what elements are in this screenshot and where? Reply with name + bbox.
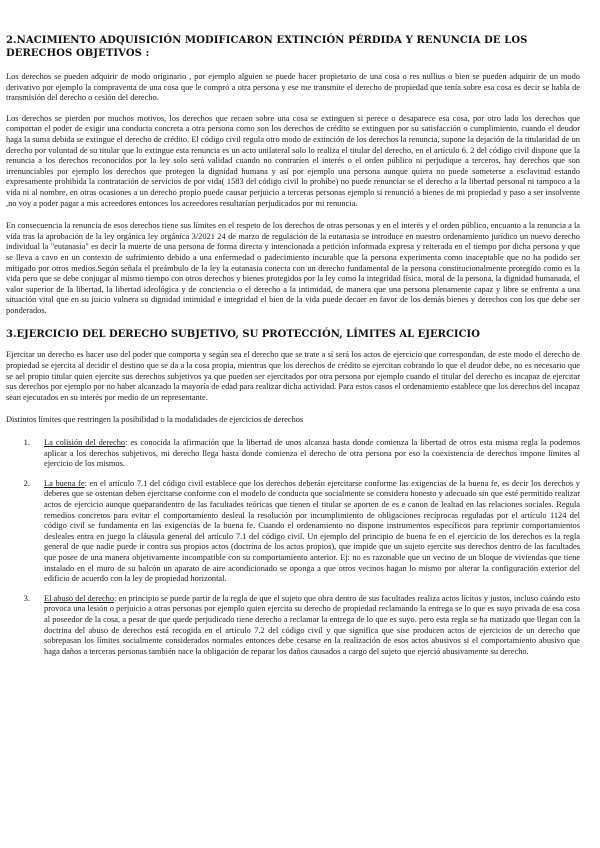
list-item-lead: La colisión del derecho (44, 438, 126, 448)
list-item (32, 438, 580, 470)
paragraph-ejercicio: Ejercitar un derecho es hacer uso del poder que comporta y según sea el derecho que se trate a sí será los actos de ejercicio que correspondan, de este modo el derecho de propiedad se ejercita al decidir el destino que se da a la cosa propia, mientras que los derechos de crédito se ejercitan cobrando lo que el deudor debe, no es necesario que se ael propio titular quien ejercite sus derechos subjetivos ya que pueden ser ejercitados por otra persona por ejemplo cuando el titular del derecho es incapaz de ejercitar sus derechos por ejemplo por no haber alcanzado la mayoría de edad para realizar dicha actividad. Para estos casos el ordenamiento establece que los derechos del incapaz sean ejecutados en su interés por medio de un representante. (6, 350, 580, 402)
paragraph-limites-intro: Distintos límites que restringen la posibilidad o la modalidades de ejercicios de derechos (6, 415, 304, 425)
list-item (32, 594, 580, 658)
list-item-text: : en el artículo 7.1 del código civil establece que los derechos deberán ejercitarse conforme las exigencias de la buena fe, es decir los derechos y deberes que se ostentan deben ejercitarse conforme con el modelo de conducta que socialmente se considera honesto y adecuado sin que esté permitido realizar actos de ejercicio aunque queparandentro de las facultades teóricas que tienen el titular se aporten de es e canon de lealtad en las relaciones sociales. Regula remedios concretos para evitar el comportamiento desleal la resolución por incumplimiento de obligaciones recíprocas reguladas por el artículo 1124 del código civil se fundamenta en las exigencias de la buena fe. Cuando el ordenamiento no dispone instrumentos específicos para reprimir comportamientos desleales entra en juego la cláusula general del artículo 7.1 del código civil. Un ejemplo del principio de buena fe en el ejercicio de los derechos es la regla general de que nadie puede ir contra sus propios actos (doctrina de los actos propios), que impide que un sujeto ejercite sus derechos dentro de las facultades que posee de una manera objetivamente incompatible con su comportamiento anterior. Ej: no es razonable que un vecino de un bloque de viviendas que tiene instalado en el muro de su balcón un aparato de aire acondicionado se oponga a que otros vecinos hagan lo mismo por alterar la configuración exterior del edificio de acuerdo con la ley de propiedad horizontal. (44, 478, 580, 584)
limits-list (6, 438, 580, 657)
paragraph-perdida: Los derechos se pierden por muchos motivos, los derechos que recaen sobre una cosa se extinguen si perece o desaparece esa cosa, por otro lado los derechos que comportan el poder de exigir una conducta concreta a otra persona como son los derechos de crédito se extinguen por su satisfacción o cumplimiento, cuando el deudor haga la suma debida se extingue el derecho de crédito. El código civil regula otro modo de extinción de los derechos la renuncia, supone la dejación de la titularidad de un derecho por voluntad de su titular que lo extingue esta renuncia es un acto unilateral solo lo realiza el titular del derecho, en el artículo 6. 2 del código civil dispone que la renuncia a los derechos reconocidos por la ley solo será validad cuando no contraríen el interés o el orden público ni perjudique a terceros, hay derechos que son irrenunciables por ejemplo los derechos que protegen la dignidad humana y así por ejemplo una persona aunque quiera no puede someterse a esclavitud estando expresamente prohibida la contratación de servicios de por vida( 1583 del código civil lo prohíbe) no puede renunciar se el derecho a la libertad personal ni tampoco a la vida ni al nombre, en otras ocasiones a un derecho propio puede causar perjuicio a terceras personas ejemplo si renunció a bienes de mi propiedad y paso a ser insolvente ,no voy a poder pagar a mis acreedores entonces los acreedores resultarían perjudicados por mi renuncia. (6, 113, 580, 208)
list-item-lead: La buena fe (44, 478, 85, 488)
list-item (32, 479, 580, 585)
list-item-text: : es conocida la afirmación que la libertad de unos alcanza hasta donde comienza la libertad de otros esta misma regla la podemos aplicar a los derechos subjetivos, mi derecho llega hasta donde comienza el derecho de otra persona por eso la coexistencia de derechos impone límites al ejercicio de los mismos. (44, 438, 580, 469)
list-item-text: : en principio se puede partir de la regla de que el sujeto que obra dentro de sus facultades realiza actos lícitos y justos, incluso cuándo esto provoca una lesión o perjuicio a otras personas por ejemplo quien ejercita su derecho de propiedad reclamando la entrega se lo que es suyo privada de esa cosa al poseedor de la cosa, a pesar de que quede perjudicado tiene derecho a reclamar la entrega de lo que es suyo. pero esta regla se ha matizado que llegan con la doctrina del abuso de derechos está recogida en el artículo 7.2 del código civil y que significa que sise producen actos de ejercicios de un derecho que sobrepasan los límites socialmente considerados normales entonces debe cesarse en la realización de esos actos abusivos si el comportamiento abusivo que haga daños a terceras personas también nace la obligación de reparar los daños causados a cargo del sujeto que ejerció abusivamente su derecho. (44, 593, 580, 656)
paragraph-renuncia-eutanasia: En consecuencia la renuncia de esos derechos tiene sus límites en el respeto de los derechos de otras personas y en el interés y el orden público, encuanto a la renuncia a la vida tras la aprobación de la ley orgánica ley orgánica 3/2021 24 de marzo de regulación de la eutanasia se introduce en nuestro ordenamiento jurídico un nuevo derecho individual la "eutanasia" es decir la muerte de una persona de forma directa y intencionada a petición informada expresa y reiterada en el tiempo por dicha persona y que se lleva a cavo en un contexto de sufrimiento debido a una enfermedad o padecimiento incurable que la persona experimenta como inaceptable que no ha podido ser mitigado por otros medios.Según señala el preámbulo de la ley la eutanasia conecta con un derecho fundamental de la persona constitucionalmente protegido como es la vida pero que se debe conjugar al mismo tiempo con otros derechos y bienes protegidos por la ley como la integridad física, moral de la persona, la dignidad humanada, el valor superior de la libertad, la libertad ideológica y de conciencia o el derecho a la intimidad, de manera que una persona plenamente capaz y libre se enfrenta a una situación vital que en su juicio vulnera su dignidad intimidad e integridad el bien de la vida puede decaer en favor de los demás bienes y derechos con los que debe ser ponderados. (6, 221, 580, 315)
section-heading-nacimiento: 2.NACIMIENTO ADQUISICIÓN MODIFICARON EXTINCIÓN PÉRDIDA Y RENUNCIA DE LOS DERECHOS OBJETIVOS : (6, 35, 528, 59)
paragraph-adquisicion: Los derechos se pueden adquirir de modo originario , por ejemplo alguien se puede hacer propietario de una cosa o res nullius o bien se pueden adquirir de un modo derivativo por ejemplo la compraventa de una cosa que le compró a otra persona y ese me transmite el derecho de propiedad que tenía sobre esa cosa es decir se habla de transmisión del derecho o cesión del derecho. (6, 72, 580, 103)
list-item-lead: El abuso del derecho (44, 593, 115, 603)
section-heading-ejercicio: 3.EJERCICIO DEL DERECHO SUBJETIVO, SU PROTECCIÓN, LÍMITES AL EJERCICIO (6, 329, 480, 341)
